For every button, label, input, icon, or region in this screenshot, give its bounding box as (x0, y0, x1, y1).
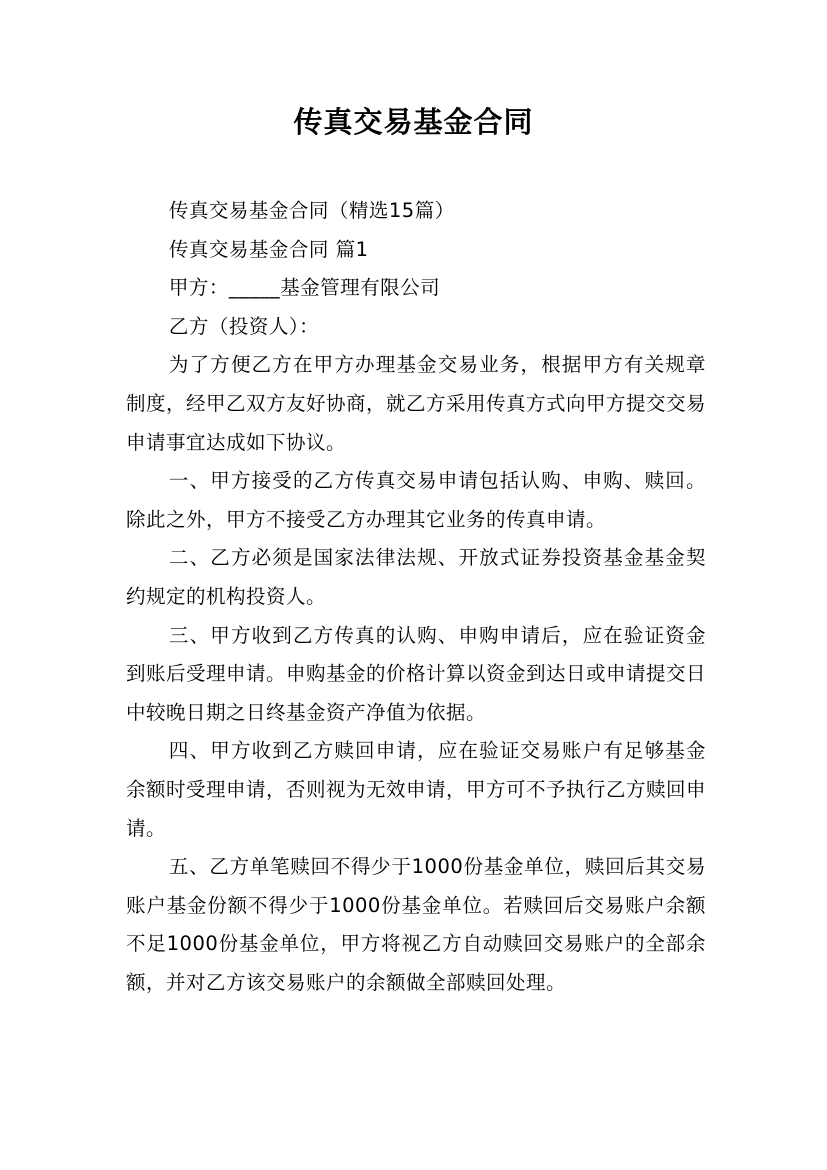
paragraph-intro: 为了方便乙方在甲方办理基金交易业务，根据甲方有关规章制度，经甲乙双方友好协商，就乙方采用传真方式向甲方提交交易申请事宜达成如下协议。 (126, 353, 707, 454)
paragraph-clause-2: 二、乙方必须是国家法律法规、开放式证券投资基金基金契约规定的机构投资人。 (126, 546, 706, 608)
document-title: 传真交易基金合同 (293, 105, 534, 139)
paragraph-clause-3: 三、甲方收到乙方传真的认购、申购申请后，应在验证资金到账后受理申请。申购基金的价格计算以资金到达日或申请提交日中较晚日期之日终基金资产净值为依据。 (126, 623, 707, 724)
paragraph-clause-1: 一、甲方接受的乙方传真交易申请包括认购、申购、赎回。除此之外，甲方不接受乙方办理其它业务的传真申请。 (126, 469, 706, 531)
paragraph-party-b: 乙方（投资人）： (168, 314, 320, 338)
paragraph-party-a: 甲方：_____基金管理有限公司 (168, 276, 441, 300)
document-body (126, 192, 706, 1002)
paragraph-clause-5: 五、乙方单笔赎回不得少于1000份基金单位，赎回后其交易账户基金份额不得少于1000份基金单位。若赎回后交易账户余额不足1000份基金单位，甲方将视乙方自动赎回交易账户的全部余额，并对乙方该交易账户的余额做全部赎回处理。 (126, 855, 706, 994)
paragraph-subtitle: 传真交易基金合同（精选15篇） (168, 199, 455, 222)
paragraph-clause-4: 四、甲方收到乙方赎回申请，应在验证交易账户有足够基金余额时受理申请，否则视为无效申请，甲方可不予执行乙方赎回申请。 (126, 739, 707, 840)
paragraph-heading: 传真交易基金合同 篇1 (168, 237, 369, 261)
